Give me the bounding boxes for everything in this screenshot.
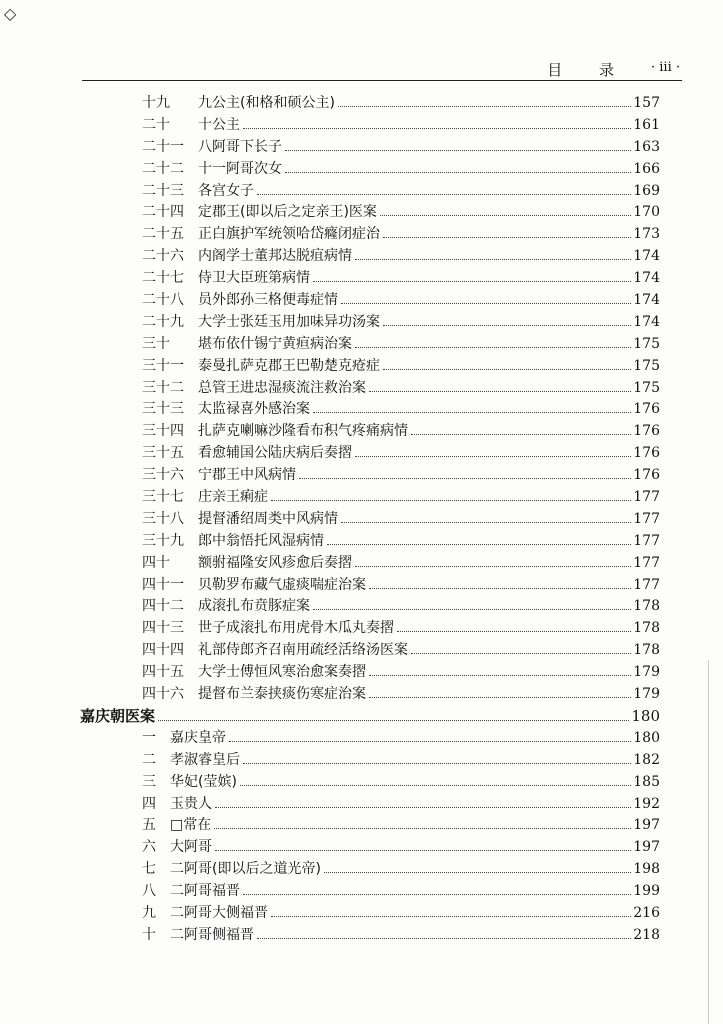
dot-leader [257, 194, 631, 195]
toc-page-number: 174 [633, 270, 660, 287]
toc-entry-title: 大阿哥 [170, 839, 212, 856]
toc-entry-row[interactable] [0, 158, 660, 180]
toc-entry-title: 贝勒罗布藏气虚痰喘症治案 [198, 576, 366, 593]
toc-entry-number: 四十三 [142, 620, 184, 637]
toc-entry-title: 正白旗护军统领哈岱癃闭症治 [198, 226, 380, 243]
toc-page-number: 180 [631, 706, 660, 725]
toc-page-number: 216 [633, 904, 660, 921]
toc-entry-title: 二阿哥福晋 [170, 883, 240, 900]
toc-entry-row[interactable] [0, 267, 660, 289]
toc-entry-title: 泰曼扎萨克郡王巴勒楚克疮症 [198, 357, 380, 374]
toc-page-number: 177 [633, 510, 660, 527]
toc-entry-title: 世子成滚扎布用虎骨木瓜丸奏摺 [198, 620, 394, 637]
toc-entry-row[interactable] [0, 180, 660, 202]
toc-entry-number: 五 [142, 817, 156, 834]
dot-leader [355, 347, 631, 348]
toc-entry-title: 宁郡王中风病情 [198, 467, 296, 484]
toc-page-number: 173 [633, 226, 660, 243]
toc-entry-row[interactable] [0, 814, 660, 836]
dot-leader [313, 281, 631, 282]
toc-entry-row[interactable] [0, 486, 660, 508]
dot-leader [243, 894, 631, 895]
toc-entry-title: 看愈辅国公陆庆病后奏摺 [198, 445, 352, 462]
corner-mark: ◇ [4, 4, 17, 23]
toc-entry-number: 三十九 [142, 532, 184, 549]
dot-leader [243, 763, 631, 764]
toc-entry-number: 八 [142, 883, 156, 900]
toc-entry-row[interactable] [0, 508, 660, 530]
toc-entry-row[interactable] [0, 661, 660, 683]
toc-entry-title: 大学士张廷玉用加味异功汤案 [198, 313, 380, 330]
toc-entry-number: 二十七 [142, 270, 184, 287]
toc-entry-number: 三 [142, 773, 156, 790]
toc-entry-row[interactable] [0, 749, 660, 771]
toc-page-number: 199 [633, 883, 660, 900]
toc-entry-title: 九公主(和格和硕公主) [198, 95, 335, 111]
toc-entry-number: 十九 [142, 95, 170, 111]
toc-page-number: 178 [633, 620, 660, 637]
toc-entry-number: 七 [142, 861, 156, 878]
toc-entry-title: 太监禄喜外感治案 [198, 401, 310, 418]
header-title: 目 录 [547, 61, 630, 79]
toc-entry-title: 大学士傅恒风寒治愈案奏摺 [198, 664, 366, 681]
dot-leader [240, 785, 631, 786]
dot-leader [299, 478, 631, 479]
scan-edge-line [708, 660, 709, 1024]
dot-leader [383, 325, 631, 326]
toc-page-number: 178 [633, 598, 660, 615]
toc-entry-row[interactable] [0, 223, 660, 245]
toc-entry-number: 二十三 [142, 182, 184, 199]
toc-entry-title: 扎萨克喇嘛沙隆看布积气疼痛病情 [198, 423, 408, 440]
toc-entry-number: 二十五 [142, 226, 184, 243]
toc-entry-number: 四十一 [142, 576, 184, 593]
toc-entry-number: 三十八 [142, 510, 184, 527]
toc-entry-row[interactable] [0, 617, 660, 639]
toc-page-number: 176 [633, 445, 660, 462]
toc-entry-number: 二十九 [142, 313, 184, 330]
dot-leader [285, 172, 631, 173]
toc-entry-title: 总管王进忠湿痰流注救治案 [198, 379, 366, 396]
toc-entry-row[interactable] [0, 442, 660, 464]
toc-entry-row[interactable] [0, 114, 660, 136]
toc-entry-row[interactable] [0, 595, 660, 617]
dot-leader [215, 850, 631, 851]
toc-entry-title: 二阿哥大侧福晋 [170, 904, 268, 921]
toc-entry-row[interactable] [0, 464, 660, 486]
toc-page-number: 198 [633, 861, 660, 878]
dot-leader [257, 938, 631, 939]
header-page-number: · iii · [650, 60, 680, 75]
toc-page-number: 174 [633, 292, 660, 309]
toc-entry-number: 四十四 [142, 642, 184, 659]
dot-leader [158, 720, 629, 721]
toc-page-number: 179 [633, 664, 660, 681]
dot-leader [355, 566, 631, 567]
toc-entry-number: 九 [142, 904, 156, 921]
toc-entry-title: 庄亲王痢症 [198, 489, 268, 506]
toc-entry-title: 华妃(莹嫔) [170, 773, 237, 790]
toc-entry-title: 侍卫大臣班第病情 [198, 270, 310, 287]
toc-entry-number: 二十一 [142, 138, 184, 155]
toc-entry-row[interactable] [0, 924, 660, 946]
dot-leader [271, 916, 631, 917]
toc-page-number: 182 [633, 751, 660, 768]
dot-leader [383, 237, 631, 238]
toc-page-number: 218 [633, 926, 660, 943]
toc-entry-row[interactable] [0, 420, 660, 442]
toc-page-number: 163 [633, 138, 660, 155]
toc-entry-title: □常在 [170, 817, 212, 834]
dot-leader [324, 872, 631, 873]
toc-entry-title: 玉贵人 [170, 795, 212, 812]
dot-leader [397, 631, 631, 632]
toc-entry-title: 孝淑睿皇后 [170, 751, 240, 768]
toc-entry-number: 二十 [142, 116, 170, 133]
dot-leader [341, 522, 631, 523]
toc-entry-number: 二十六 [142, 248, 184, 265]
toc-entry-title: 定郡王(即以后之定亲王)医案 [198, 204, 377, 221]
toc-entry-title: 八阿哥下长子 [198, 138, 282, 155]
dot-leader [215, 807, 631, 808]
toc-entry-title: 十公主 [198, 116, 240, 133]
toc-entry-number: 四十六 [142, 686, 184, 703]
toc-page-number: 175 [633, 335, 660, 352]
toc-page-number: 180 [633, 729, 660, 746]
toc-page-number: 161 [633, 116, 660, 133]
toc-entry-row[interactable] [0, 880, 660, 902]
toc-page-number: 175 [633, 357, 660, 374]
toc-page-number: 177 [633, 554, 660, 571]
toc-entry-row[interactable] [0, 398, 660, 420]
toc-entry-row[interactable] [0, 355, 660, 377]
dot-leader [327, 544, 631, 545]
toc-page-number: 174 [633, 313, 660, 330]
toc-entry-row[interactable] [0, 836, 660, 858]
toc-entry-number: 二 [142, 751, 156, 768]
toc-page-number: 179 [633, 686, 660, 703]
toc-entry-row[interactable] [0, 574, 660, 596]
toc-entry-title: 员外郎孙三格便毒症情 [198, 292, 338, 309]
toc-entry-row[interactable] [0, 530, 660, 552]
toc-entry-number: 三十七 [142, 489, 184, 506]
toc-entry-title: 提督布兰泰挟痰伤寒症治案 [198, 686, 366, 703]
toc-entry-title: 礼部侍郎齐召南用疏经活络汤医案 [198, 642, 408, 659]
toc-chapter-row[interactable] [0, 705, 660, 727]
table-of-contents [0, 92, 723, 946]
toc-page-number: 175 [633, 379, 660, 396]
toc-page-number: 178 [633, 642, 660, 659]
toc-entry-title: 二阿哥(即以后之道光帝) [170, 861, 321, 878]
toc-entry-title: 内阁学士董邦达脱疽病情 [198, 248, 352, 265]
toc-entry-row[interactable] [0, 245, 660, 267]
dot-leader [214, 828, 631, 829]
toc-entry-number: 六 [142, 839, 156, 856]
toc-entry-row[interactable] [0, 289, 660, 311]
dot-leader [411, 653, 631, 654]
dot-leader [338, 106, 631, 107]
toc-entry-row[interactable] [0, 552, 660, 574]
toc-entry-number: 四 [142, 795, 156, 812]
toc-entry-row[interactable] [0, 858, 660, 880]
dot-leader [271, 500, 631, 501]
toc-entry-row[interactable] [0, 311, 660, 333]
toc-page-number: 157 [633, 95, 660, 111]
dot-leader [313, 412, 631, 413]
toc-entry-row[interactable] [0, 727, 660, 749]
dot-leader [341, 303, 631, 304]
toc-page-number: 170 [633, 204, 660, 221]
toc-entry-title: 各宫女子 [198, 182, 254, 199]
toc-entry-number: 三十三 [142, 401, 184, 418]
toc-entry-number: 四十五 [142, 664, 184, 681]
toc-page-number: 197 [633, 839, 660, 856]
toc-entry-number: 三十六 [142, 467, 184, 484]
toc-entry-number: 一 [142, 729, 156, 746]
toc-page-number: 185 [633, 773, 660, 790]
dot-leader [369, 675, 631, 676]
toc-entry-number: 三十五 [142, 445, 184, 462]
toc-page-number: 176 [633, 423, 660, 440]
toc-entry-title: 二阿哥侧福晋 [170, 926, 254, 943]
toc-page-number: 177 [633, 489, 660, 506]
toc-entry-title: 成滚扎布贲豚症案 [198, 598, 310, 615]
toc-entry-row[interactable] [0, 683, 660, 705]
toc-entry-row[interactable] [0, 902, 660, 924]
toc-page-number: 166 [633, 160, 660, 177]
toc-entry-number: 四十 [142, 554, 170, 571]
toc-entry-row[interactable] [0, 771, 660, 793]
toc-entry-number: 三十一 [142, 357, 184, 374]
page-header [82, 56, 682, 81]
dot-leader [285, 150, 631, 151]
toc-entry-number: 三十二 [142, 379, 184, 396]
dot-leader [355, 259, 631, 260]
toc-page-number: 177 [633, 532, 660, 549]
toc-page-number: 174 [633, 248, 660, 265]
toc-entry-row[interactable] [0, 201, 660, 223]
dot-leader [313, 609, 631, 610]
toc-entry-number: 二十二 [142, 160, 184, 177]
toc-entry-row[interactable] [0, 92, 660, 114]
toc-entry-title: 额驸福隆安风疹愈后奏摺 [198, 554, 352, 571]
dot-leader [243, 128, 631, 129]
toc-entry-row[interactable] [0, 639, 660, 661]
dot-leader [383, 369, 631, 370]
toc-entry-title: 提督潘绍周类中风病情 [198, 510, 338, 527]
toc-entry-number: 三十四 [142, 423, 184, 440]
dot-leader [411, 434, 631, 435]
dot-leader [369, 391, 631, 392]
dot-leader [380, 215, 631, 216]
toc-entry-number: 十 [142, 926, 156, 943]
toc-entry-row[interactable] [0, 136, 660, 158]
toc-entry-number: 二十四 [142, 204, 184, 221]
toc-entry-row[interactable] [0, 377, 660, 399]
toc-chapter-title: 嘉庆朝医案 [80, 706, 156, 725]
toc-page-number: 177 [633, 576, 660, 593]
toc-page-number: 169 [633, 182, 660, 199]
toc-entry-title: 郎中翁悟托风湿病情 [198, 532, 324, 549]
toc-entry-title: 十一阿哥次女 [198, 160, 282, 177]
dot-leader [229, 741, 631, 742]
dot-leader [355, 456, 631, 457]
toc-entry-number: 二十八 [142, 292, 184, 309]
dot-leader [369, 697, 631, 698]
toc-entry-row[interactable] [0, 333, 660, 355]
toc-entry-number: 三十 [142, 335, 170, 352]
toc-page-number: 197 [633, 817, 660, 834]
toc-entry-title: 堪布依什锡宁黄疸病治案 [198, 335, 352, 352]
toc-page-number: 176 [633, 401, 660, 418]
toc-entry-row[interactable] [0, 793, 660, 815]
toc-entry-title: 嘉庆皇帝 [170, 729, 226, 746]
toc-entry-number: 四十二 [142, 598, 184, 615]
toc-page-number: 192 [633, 795, 660, 812]
toc-page-number: 176 [633, 467, 660, 484]
dot-leader [369, 588, 631, 589]
